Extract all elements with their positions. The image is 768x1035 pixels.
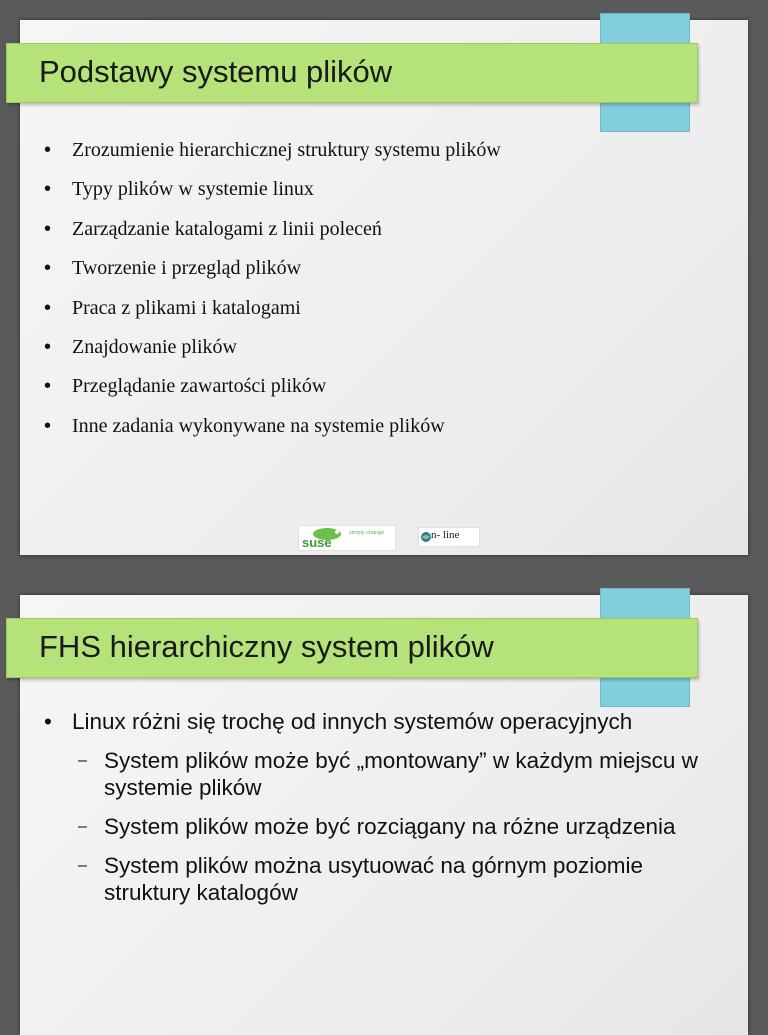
sub-bullet-item: – System plików można usytuować na górnym poziomie struktury katalogów <box>78 853 643 905</box>
bullet-item: • Znajdowanie plików <box>42 332 501 371</box>
dash-icon: – <box>78 818 87 835</box>
suse-logo <box>298 525 396 551</box>
bullet-list <box>42 135 501 450</box>
bullet-icon: • <box>44 257 52 280</box>
slide-2 <box>20 595 748 1035</box>
dash-icon: – <box>78 752 87 769</box>
slide-title: FHS hierarchiczny system plików <box>39 629 494 664</box>
bullet-item: • Praca z plikami i katalogami <box>42 293 501 332</box>
bullet-icon: • <box>44 296 52 319</box>
dash-icon: – <box>78 857 87 874</box>
bullet-icon: • <box>44 178 52 201</box>
bullet-icon: • <box>44 375 52 398</box>
sub-bullet-item: – System plików może być „montowany” w każdym miejscu w systemie plików <box>78 748 698 800</box>
bullet-item: • Przeglądanie zawartości plików <box>42 371 501 410</box>
bullet-item: • Inne zadania wykonywane na systemie plików <box>42 411 501 450</box>
bullet-icon: • <box>44 139 52 161</box>
bullet-item: • Tworzenie i przegląd plików <box>42 253 501 292</box>
bullet-icon: • <box>44 709 52 734</box>
bullet-item: • Typy plików w systemie linux <box>42 174 501 213</box>
online-logo <box>418 527 480 547</box>
suse-logo-text: suse <box>302 535 332 550</box>
bullet-icon: • <box>44 217 52 240</box>
bullet-list <box>42 707 722 918</box>
bullet-item: • Zarządzanie katalogami z linii poleceń <box>42 214 501 253</box>
suse-tagline: simply change <box>349 530 385 536</box>
title-bar <box>6 43 698 103</box>
sub-bullet-item: – System plików może być rozciągany na różne urządzenia <box>78 814 676 839</box>
bullet-icon: • <box>44 414 52 437</box>
online-logo-text: n- line <box>431 529 460 541</box>
title-bar <box>6 618 698 678</box>
slide-1 <box>20 20 748 555</box>
bullet-icon: • <box>44 335 52 358</box>
slide-title: Podstawy systemu plików <box>39 54 393 89</box>
bullet-item: • Zrozumienie hierarchicznej struktury systemu plików <box>42 135 501 174</box>
bullet-item: • Linux różni się trochę od innych systemów operacyjnych <box>42 707 722 737</box>
